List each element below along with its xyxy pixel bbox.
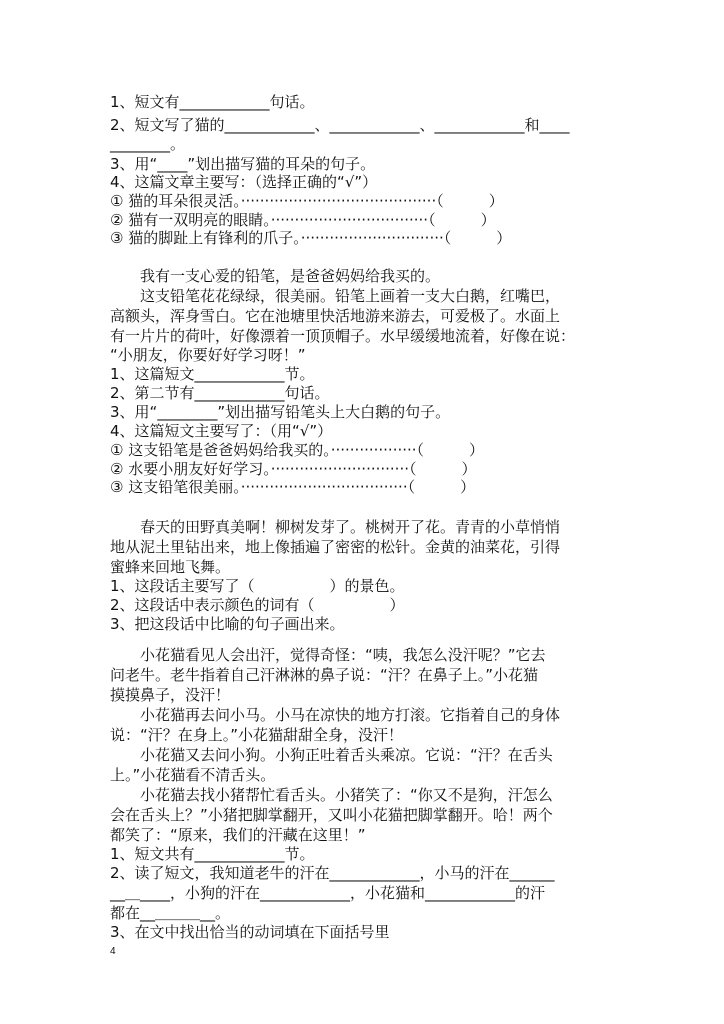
- question-line: 都在__＿＿＿__。: [110, 904, 231, 922]
- question-line: 4、这篇短文主要写了：（用“√”）: [110, 422, 333, 440]
- question-line: __＿____，小狗的汗在____________，小花猫和____________的汗: [110, 884, 546, 902]
- question-line: 3、用“____”划出描写猫的耳朵的句子。: [110, 155, 376, 173]
- passage-line: 小花猫看见人会出汗，觉得奇怪：“咦，我怎么没汗呢？”它去: [110, 646, 546, 664]
- question-line: 1、这段话主要写了（ ）的景色。: [110, 577, 405, 595]
- passage-line: 问老牛。老牛指着自己汗淋淋的鼻子说：“汗？在鼻子上。”小花猫: [110, 666, 539, 684]
- page-number: 4: [110, 946, 116, 957]
- passage-line: 小花猫再去问小马。小马在凉快的地方打滚。它指着自己的身体: [110, 706, 561, 724]
- passage-line: “小朋友，你要好好学习呀！”: [110, 346, 306, 364]
- question-line: 2、第二节有____________句话。: [110, 384, 330, 402]
- passage-line: 上。”小花猫看不清舌头。: [110, 766, 276, 784]
- passage-line: 春天的田野真美啊！柳树发芽了。桃树开了花。青青的小草悄悄: [110, 518, 561, 536]
- question-line: 4、这篇文章主要写：（选择正确的“√”）: [110, 173, 378, 191]
- choice-line: ③ 这支铅笔很美丽。···································（ ）: [110, 478, 476, 496]
- passage-line: 小花猫去找小猪帮忙看舌头。小猪笑了：“你又不是狗，汗怎么: [110, 786, 553, 804]
- question-line: 3、用“________”划出描写铅笔头上大白鹅的句子。: [110, 403, 451, 421]
- choice-line: ② 猫有一双明亮的眼睛。·································（ ）: [110, 211, 496, 229]
- question-line: 3、把这段话中比喻的句子画出来。: [110, 615, 345, 633]
- passage-line: 我有一支心爱的铅笔，是爸爸妈妈给我买的。: [110, 267, 441, 285]
- question-line: 3、在文中找出恰当的动词填在下面括号里: [110, 923, 390, 941]
- choice-line: ① 猫的耳朵很灵活。·········································（ ）: [110, 192, 504, 210]
- passage-line: 高额头，浑身雪白。它在池塘里快活地游来游去，可爱极了。水面上: [110, 307, 561, 325]
- choice-line: ③ 猫的脚趾上有锋利的爪子。······························（ ）: [110, 229, 512, 247]
- passage-line: 蜜蜂来回地飞舞。: [110, 558, 231, 576]
- passage-line: 都笑了：“原来，我们的汗藏在这里！”: [110, 826, 366, 844]
- question-line: 2、读了短文，我知道老牛的汗在____________，小马的汗在______: [110, 864, 555, 882]
- question-line: 1、短文共有____________节。: [110, 845, 315, 863]
- question-line: 2、这段话中表示颜色的词有（ ）: [110, 596, 405, 614]
- question-line: ________。: [110, 135, 186, 153]
- choice-line: ① 这支铅笔是爸爸妈妈给我买的。··················（ ）: [110, 441, 485, 459]
- question-line: 1、这篇短文____________节。: [110, 365, 315, 383]
- passage-line: 摸摸鼻子，没汗！: [110, 686, 231, 704]
- passage-line: 地从泥土里钻出来，地上像插遍了密密的松针。金黄的油菜花，引得: [110, 538, 561, 556]
- passage-line: 说：“汗？在身上。”小花猫甜甜全身，没汗！: [110, 726, 404, 744]
- choice-line: ② 水要小朋友好好学习。·····························（ ）: [110, 460, 477, 478]
- passage-line: 小花猫又去问小狗。小狗正吐着舌头乘凉。它说：“汗？在舌头: [110, 746, 553, 764]
- question-line: 1、短文有____________句话。: [110, 93, 315, 111]
- passage-line: 有一片片的荷叶，好像漂着一顶顶帽子。水早缓缓地流着，好像在说：: [110, 327, 576, 345]
- passage-line: 这支铅笔花花绿绿，很美丽。铅笔上画着一支大白鹅，红嘴巴，: [110, 287, 561, 305]
- passage-line: 会在舌头上？”小猪把脚掌翻开，又叫小花猫把脚掌翻开。哈！两个: [110, 806, 553, 824]
- question-line: 2、短文写了猫的____________、____________、____________和____: [110, 116, 570, 134]
